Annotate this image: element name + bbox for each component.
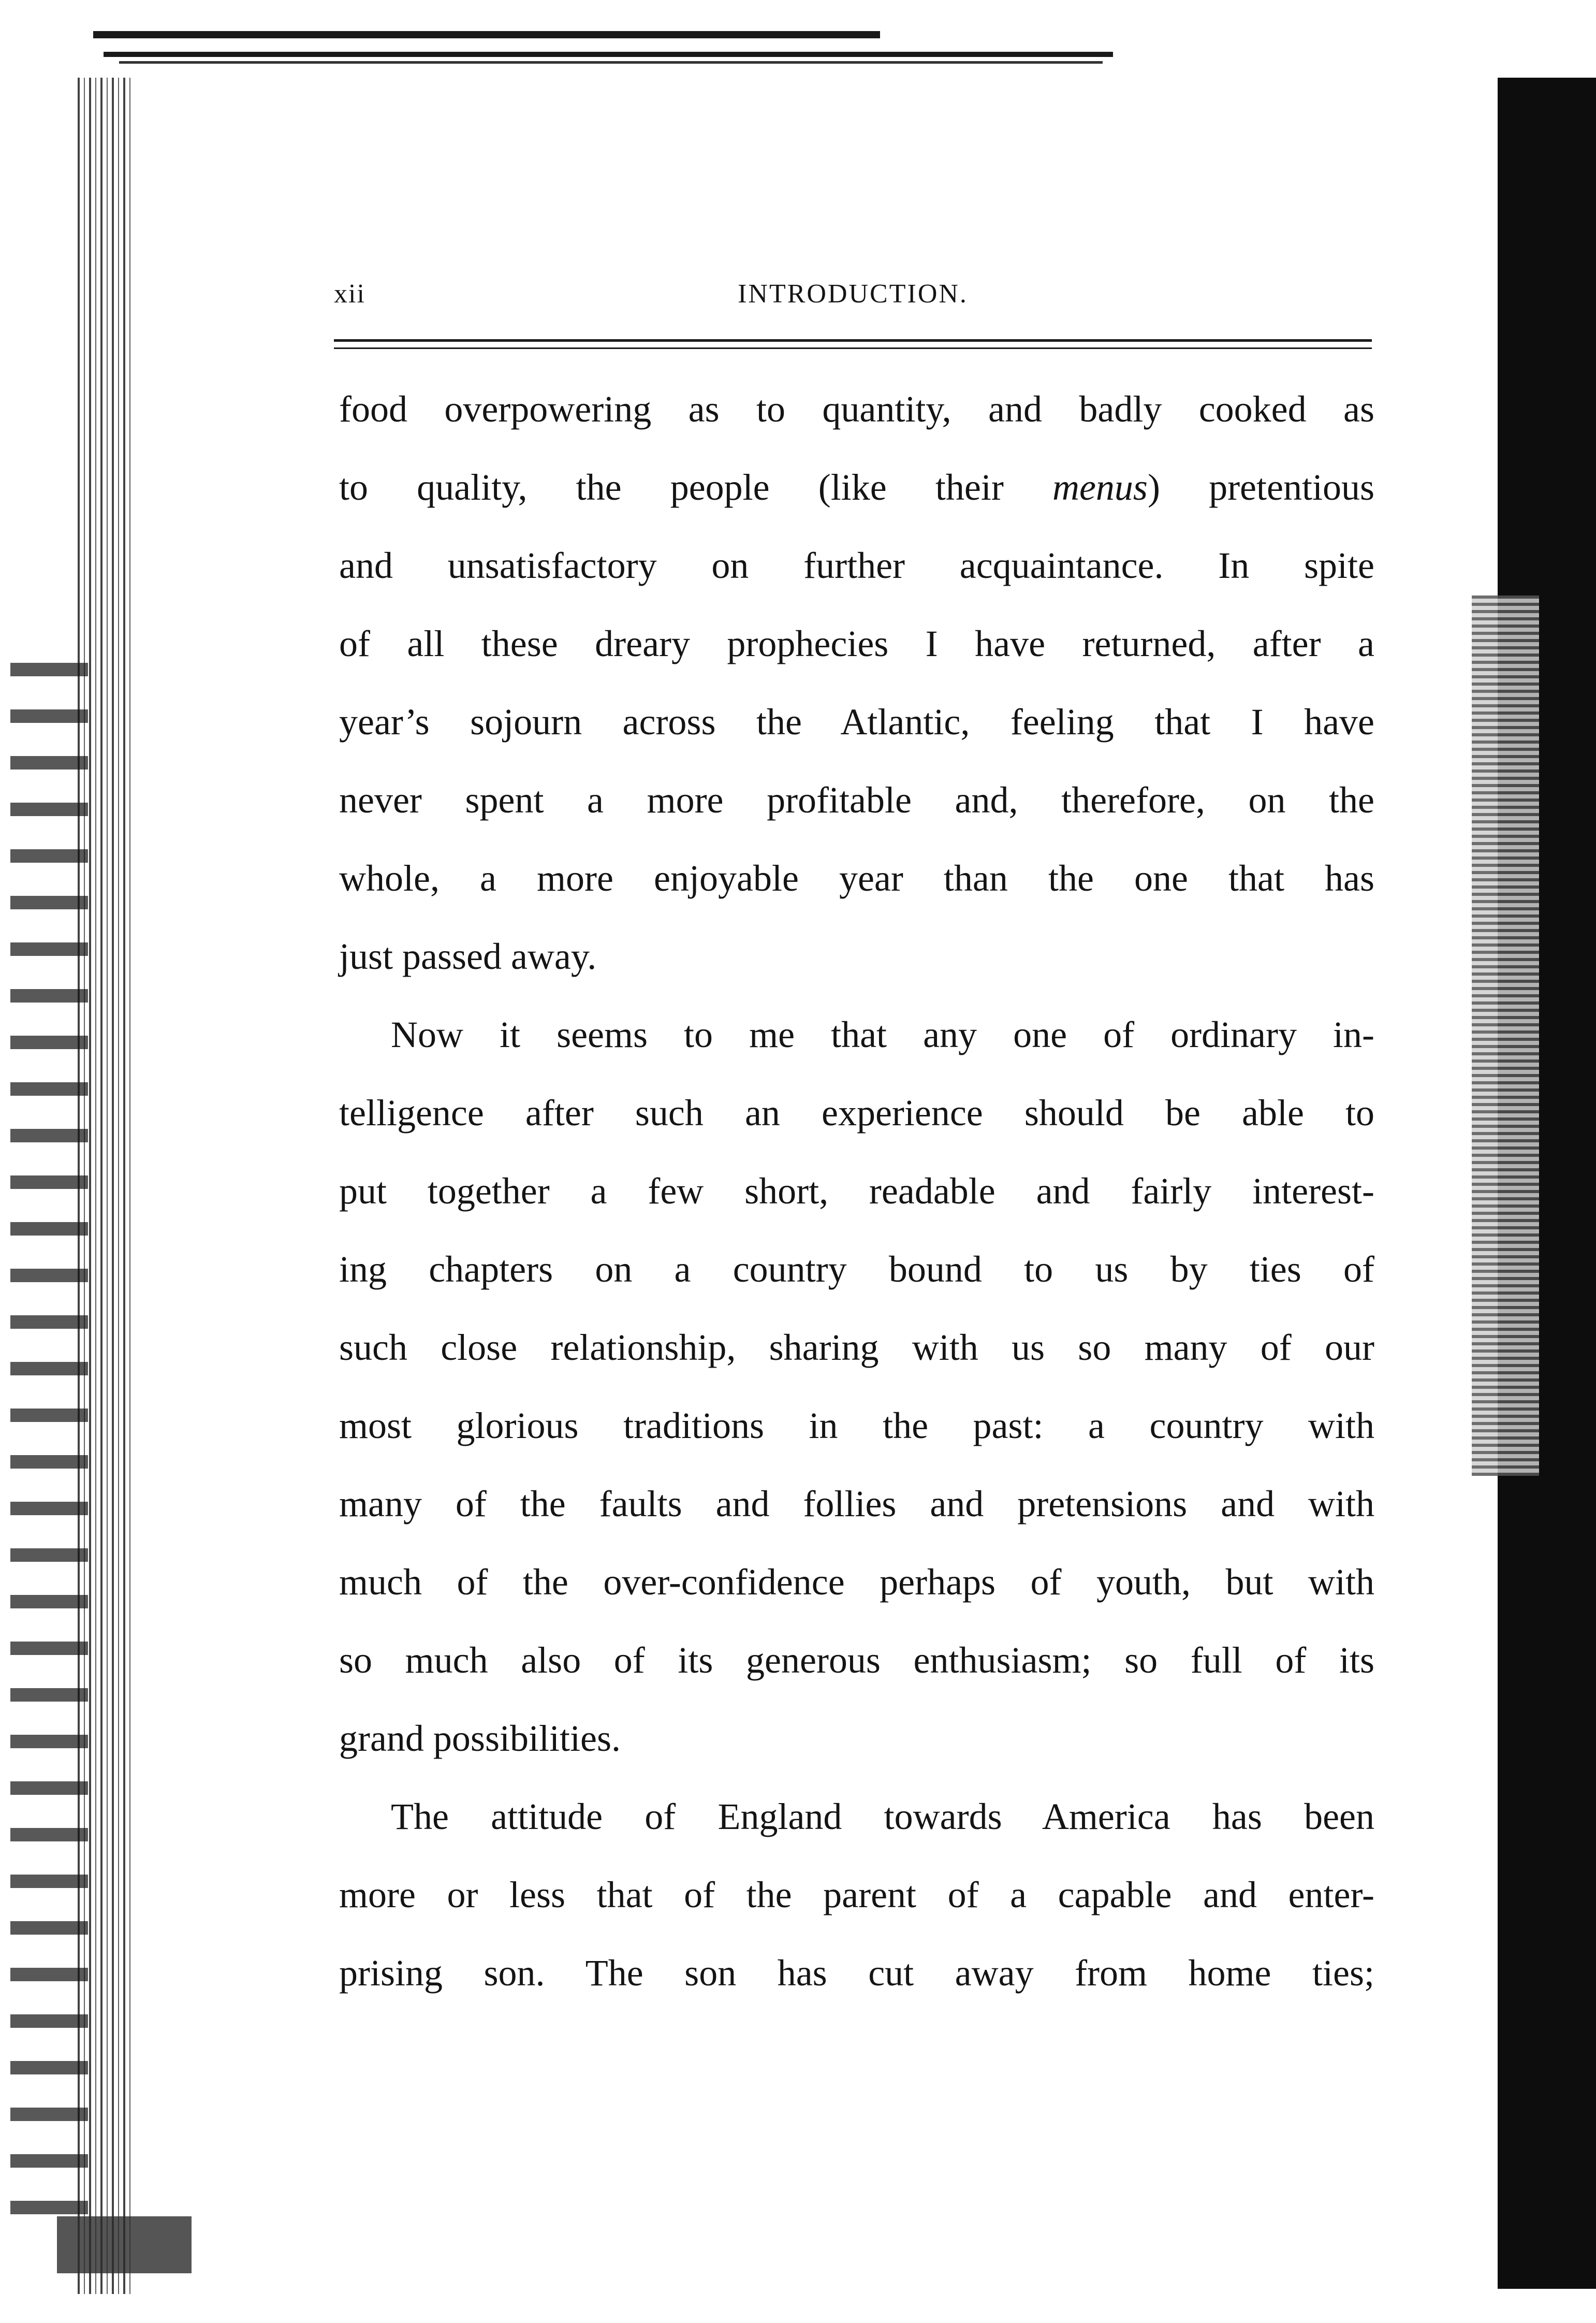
text-line: The attitude of England towards America has been [391,1796,1374,1837]
text-line: prising son. The son has cut away from home ties; [339,1952,1374,1994]
text-line: never spent a more profitable and, therefore, on the [339,779,1374,821]
header-rule [334,347,1372,349]
page-edge-mottle [1472,596,1539,1476]
text-line: just passed away. [339,936,597,977]
text-line: many of the faults and follies and pretensions and with [339,1483,1374,1525]
text-line: more or less that of the parent of a capable and enter- [339,1874,1374,1915]
text-line: year’s sojourn across the Atlantic, feeling that I have [339,701,1374,743]
text-line: whole, a more enjoyable year than the one that has [339,858,1374,899]
paragraph [339,1778,1374,2012]
text-line: ing chapters on a country bound to us by ties of [339,1248,1374,1290]
text-line: telligence after such an experience should be able to [339,1092,1374,1134]
page-header [334,269,1372,316]
scan-edge-rule [104,52,1113,57]
body-text [339,370,1374,2012]
text-line: put together a few short, readable and fairly interest- [339,1170,1374,1212]
text-line: much of the over-confidence perhaps of youth, but with [339,1561,1374,1603]
binding-artifacts [57,2216,192,2273]
text-line: grand possibilities. [339,1718,621,1759]
text-line: most glorious traditions in the past: a country with [339,1405,1374,1446]
page-number: xii [334,279,365,309]
italic-word: menus [1052,467,1148,508]
header-rule [334,339,1372,342]
text-line: Now it seems to me that any one of ordinary in- [391,1014,1374,1055]
paragraph [339,996,1374,1778]
text-line: to quality, the people (like their menus) pretentious [339,467,1375,508]
running-title: INTRODUCTION. [738,279,968,309]
text-line: food overpowering as to quantity, and badly cooked as [339,388,1374,430]
text-line: such close relationship, sharing with us so many of our [339,1327,1374,1368]
scan-edge-rule [93,31,880,38]
text-line: of all these dreary prophecies I have returned, after a [339,623,1374,664]
binding-artifacts [10,663,88,2216]
paragraph [339,370,1374,996]
text-line: so much also of its generous enthusiasm; so full of its [339,1639,1374,1681]
scan-edge-rule [119,61,1103,64]
text-line: and unsatisfactory on further acquaintance. In spite [339,545,1374,586]
